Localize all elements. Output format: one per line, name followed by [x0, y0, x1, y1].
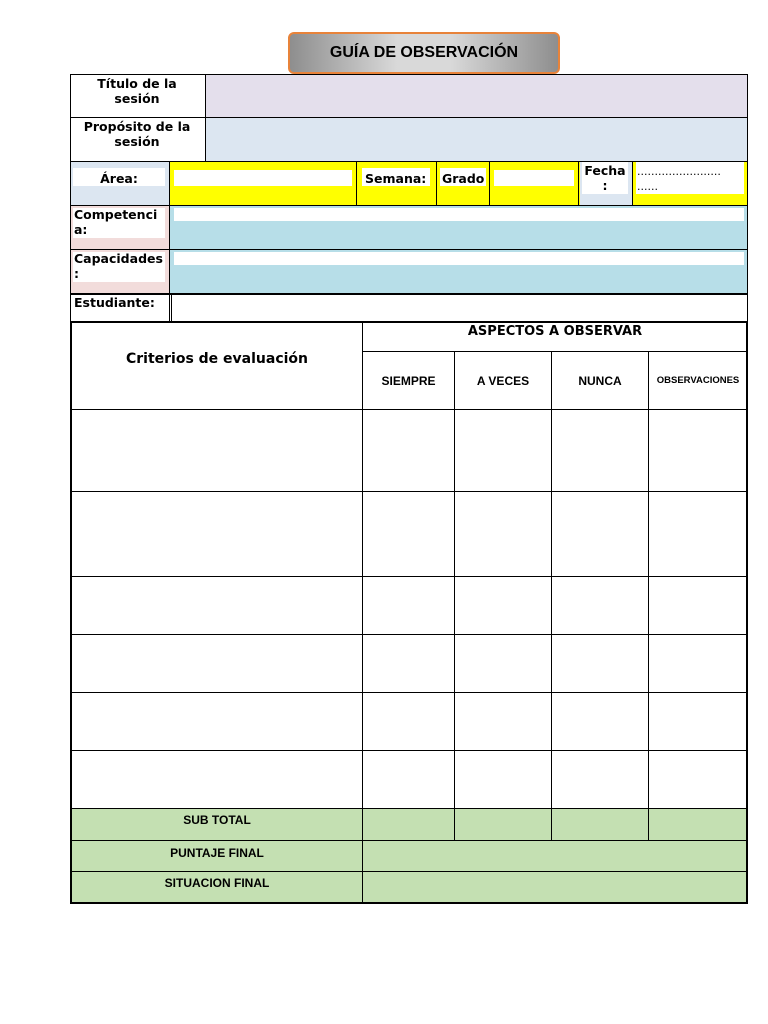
proposito-label: Propósito de la sesión — [83, 119, 191, 149]
table-rule — [648, 351, 649, 840]
table-rule — [578, 161, 579, 206]
aspectos-header: ASPECTOS A OBSERVAR — [467, 324, 643, 339]
table-rule — [169, 161, 170, 322]
semana-label: Semana: — [365, 171, 427, 186]
table-rule — [70, 321, 72, 904]
table-rule — [632, 161, 633, 206]
table-rule — [70, 840, 748, 841]
table-rule — [70, 634, 748, 635]
table-rule — [70, 902, 748, 904]
col-nunca: NUNCA — [578, 373, 622, 388]
col-siempre: SIEMPRE — [381, 373, 436, 388]
table-rule — [356, 161, 357, 206]
estudiante-label: Estudiante: — [74, 295, 155, 310]
table-rule — [70, 249, 748, 250]
table-rule — [436, 161, 437, 206]
criterio-row-3[interactable] — [71, 577, 747, 634]
document-title — [288, 32, 560, 74]
subtotal-label: SUB TOTAL — [183, 813, 251, 827]
table-rule — [70, 74, 748, 75]
table-rule — [171, 295, 172, 322]
table-rule — [70, 692, 748, 693]
fecha-value: ........................ ...... — [637, 165, 721, 193]
area-label: Área: — [100, 171, 138, 186]
table-rule — [489, 161, 490, 206]
table-rule — [70, 808, 748, 809]
area-input[interactable] — [174, 170, 352, 186]
col-observaciones: OBSERVACIONES — [656, 375, 740, 386]
criterio-row-4[interactable] — [71, 635, 747, 692]
titulo-label: Título de la sesión — [97, 76, 177, 106]
table-rule — [70, 117, 748, 118]
competencia-input[interactable] — [174, 208, 744, 221]
table-rule — [70, 491, 748, 492]
table-rule — [205, 74, 206, 162]
capacidades-input[interactable] — [174, 252, 744, 265]
table-rule — [70, 205, 748, 206]
competencia-label: Competenci a: — [74, 207, 158, 237]
fecha-label: Fecha : — [584, 163, 626, 193]
criterios-header: Criterios de evaluación — [125, 351, 309, 367]
table-rule — [70, 750, 748, 751]
proposito-value-cell[interactable] — [206, 118, 747, 162]
table-rule — [362, 321, 363, 904]
grado-input[interactable] — [494, 170, 574, 186]
puntaje-label: PUNTAJE FINAL — [170, 846, 264, 860]
table-rule — [747, 74, 748, 322]
table-rule — [70, 161, 748, 162]
titulo-value-cell[interactable] — [206, 75, 747, 118]
puntaje-value[interactable] — [363, 841, 747, 871]
document-title-text: GUÍA DE OBSERVACIÓN — [329, 44, 519, 61]
criterio-row-5[interactable] — [71, 693, 747, 750]
situacion-label: SITUACION FINAL — [164, 876, 270, 890]
table-rule — [70, 74, 71, 322]
table-rule — [362, 351, 748, 352]
estudiante-value-cell[interactable] — [172, 296, 745, 320]
table-rule — [454, 351, 455, 840]
situacion-value[interactable] — [363, 872, 747, 902]
table-rule — [551, 351, 552, 840]
table-rule — [746, 321, 748, 904]
criterio-row-6[interactable] — [71, 751, 747, 808]
table-rule — [70, 576, 748, 577]
table-rule — [70, 871, 748, 872]
table-rule — [70, 409, 748, 410]
capacidades-label: Capacidades : — [74, 251, 163, 281]
grado-label: Grado — [442, 171, 485, 186]
criterio-row-2[interactable] — [71, 492, 747, 576]
col-a-veces: A VECES — [476, 373, 530, 388]
criterio-row-1[interactable] — [71, 410, 747, 491]
